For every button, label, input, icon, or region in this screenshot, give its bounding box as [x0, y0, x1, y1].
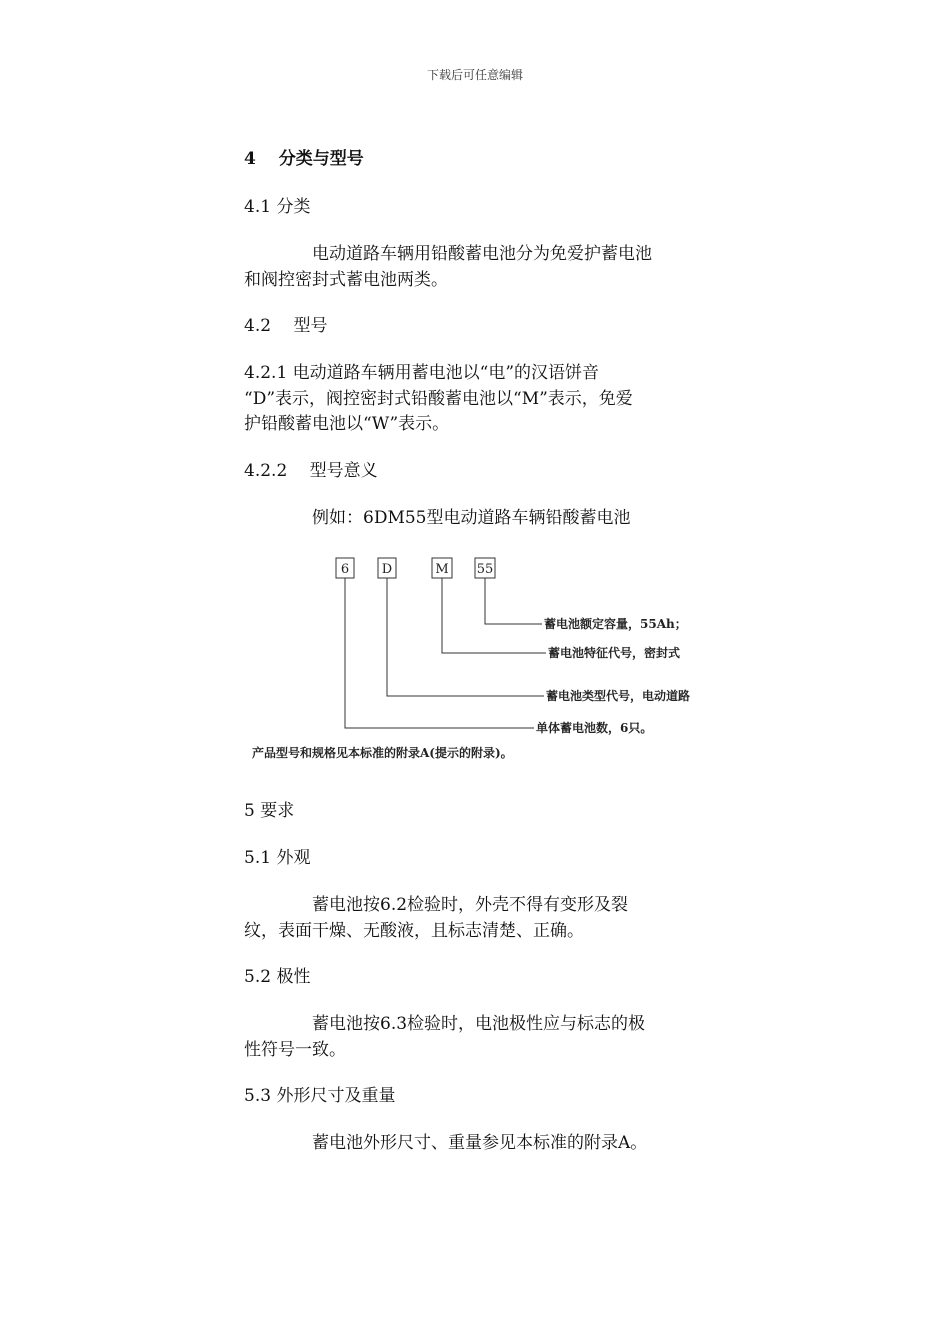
section-4-2-1-line-2: “D”表示，阀控密封式铅酸蓄电池以“M”表示，免爱: [244, 389, 633, 409]
box-6-label: 6: [340, 562, 350, 577]
section-5-title: 5 要求: [244, 801, 295, 821]
leader-line-type: [387, 578, 544, 696]
leader-line-feature: [442, 578, 546, 653]
box-d-label: D: [381, 562, 393, 577]
section-4-2-title: 4.2 型号: [244, 316, 328, 336]
box-m-label: M: [435, 562, 449, 577]
section-4-2-1-line-1: 4.2.1 电动道路车辆用蓄电池以“电”的汉语饼音: [244, 363, 600, 383]
section-5-1-line-1: 蓄电池按6.2检验时，外壳不得有变形及裂: [312, 895, 629, 915]
section-5-1-line-2: 纹，表面干燥、无酸液，且标志清楚、正确。: [244, 921, 584, 941]
section-4-1-line-1: 电动道路车辆用铅酸蓄电池分为免爱护蓄电池: [312, 244, 652, 264]
header-note: 下载后可任意编辑: [426, 68, 523, 82]
section-5-2-line-2: 性符号一致。: [244, 1040, 346, 1060]
section-5-1-title: 5.1 外观: [244, 848, 311, 868]
section-4-2-2-title: 4.2.2 型号意义: [244, 461, 378, 481]
diagram-footer: 产品型号和规格见本标准的附录A(提示的附录)。: [252, 746, 513, 760]
section-4-1-line-2: 和阀控密封式蓄电池两类。: [244, 270, 448, 290]
model-designation-diagram: [244, 550, 724, 765]
section-5-3-line-1: 蓄电池外形尺寸、重量参见本标准的附录A。: [312, 1133, 648, 1153]
section-4-title: 4 分类与型号: [244, 149, 364, 169]
leader-line-capacity: [485, 578, 542, 624]
label-capacity: 蓄电池额定容量，55Ah；: [544, 617, 687, 631]
label-feature: 蓄电池特征代号，密封式: [548, 646, 681, 660]
label-type: 蓄电池类型代号，电动道路: [546, 689, 691, 703]
section-4-1-title: 4.1 分类: [244, 197, 311, 217]
section-4-2-1-line-3: 护铅酸蓄电池以“W”表示。: [244, 414, 450, 434]
box-55-label: 55: [476, 562, 494, 577]
section-5-3-title: 5.3 外形尺寸及重量: [244, 1086, 396, 1106]
example-line: 例如：6DM55型电动道路车辆铅酸蓄电池: [312, 508, 631, 528]
label-cells: 单体蓄电池数，6只。: [536, 721, 653, 735]
section-5-2-title: 5.2 极性: [244, 967, 311, 987]
section-5-2-line-1: 蓄电池按6.3检验时，电池极性应与标志的极: [312, 1014, 646, 1034]
